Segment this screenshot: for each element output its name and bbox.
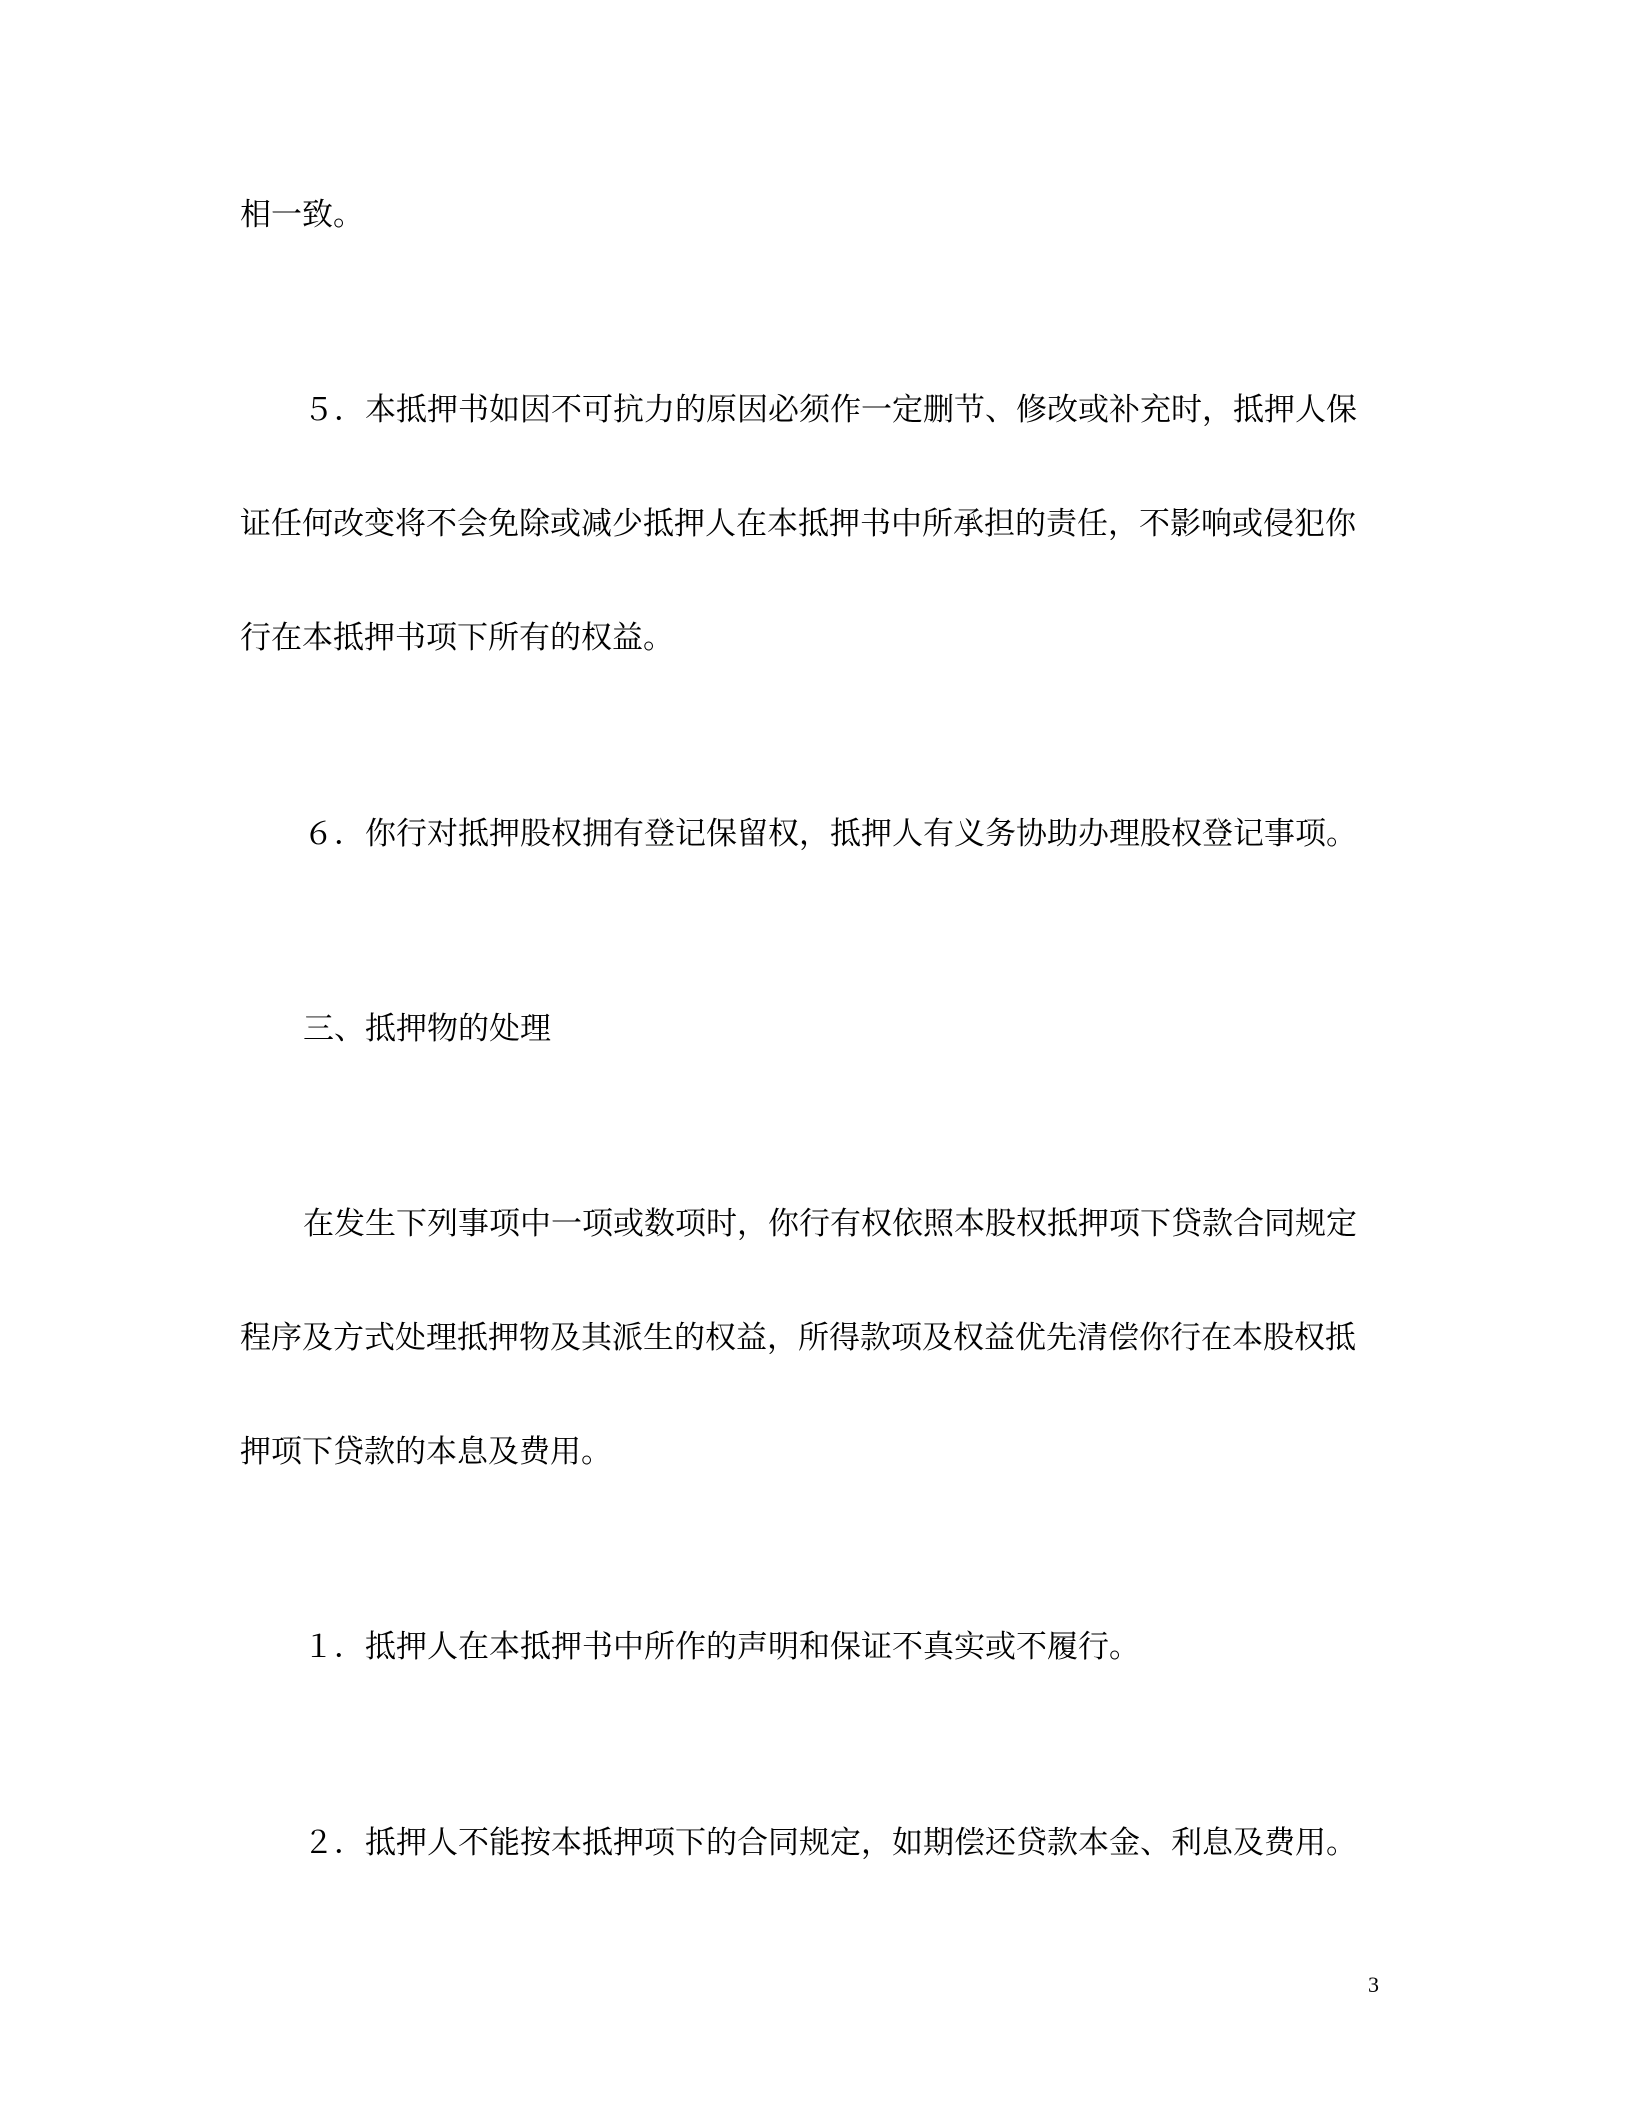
item-2-line: ２．抵押人不能按本抵押项下的合同规定，如期偿还贷款本金、利息及费用。 [303, 1825, 1357, 1861]
section-intro-line-3: 押项下贷款的本息及费用。 [240, 1434, 612, 1470]
section-heading: 三、抵押物的处理 [303, 1011, 551, 1047]
paragraph-continuation-line: 相一致。 [240, 197, 364, 233]
clause-5-line-2: 证任何改变将不会免除或减少抵押人在本抵押书中所承担的责任，不影响或侵犯你 [240, 506, 1356, 542]
section-intro-line-2: 程序及方式处理抵押物及其派生的权益，所得款项及权益优先清偿你行在本股权抵 [240, 1320, 1356, 1356]
item-1-line: １．抵押人在本抵押书中所作的声明和保证不真实或不履行。 [303, 1629, 1140, 1665]
section-intro-line-1: 在发生下列事项中一项或数项时，你行有权依照本股权抵押项下贷款合同规定 [303, 1206, 1357, 1242]
page-number: 3 [1368, 1972, 1379, 1997]
clause-5-line-1: ５．本抵押书如因不可抗力的原因必须作一定删节、修改或补充时，抵押人保 [303, 392, 1357, 428]
clause-5-line-3: 行在本抵押书项下所有的权益。 [240, 620, 674, 656]
clause-6-line: ６．你行对抵押股权拥有登记保留权，抵押人有义务协助办理股权登记事项。 [303, 816, 1357, 852]
